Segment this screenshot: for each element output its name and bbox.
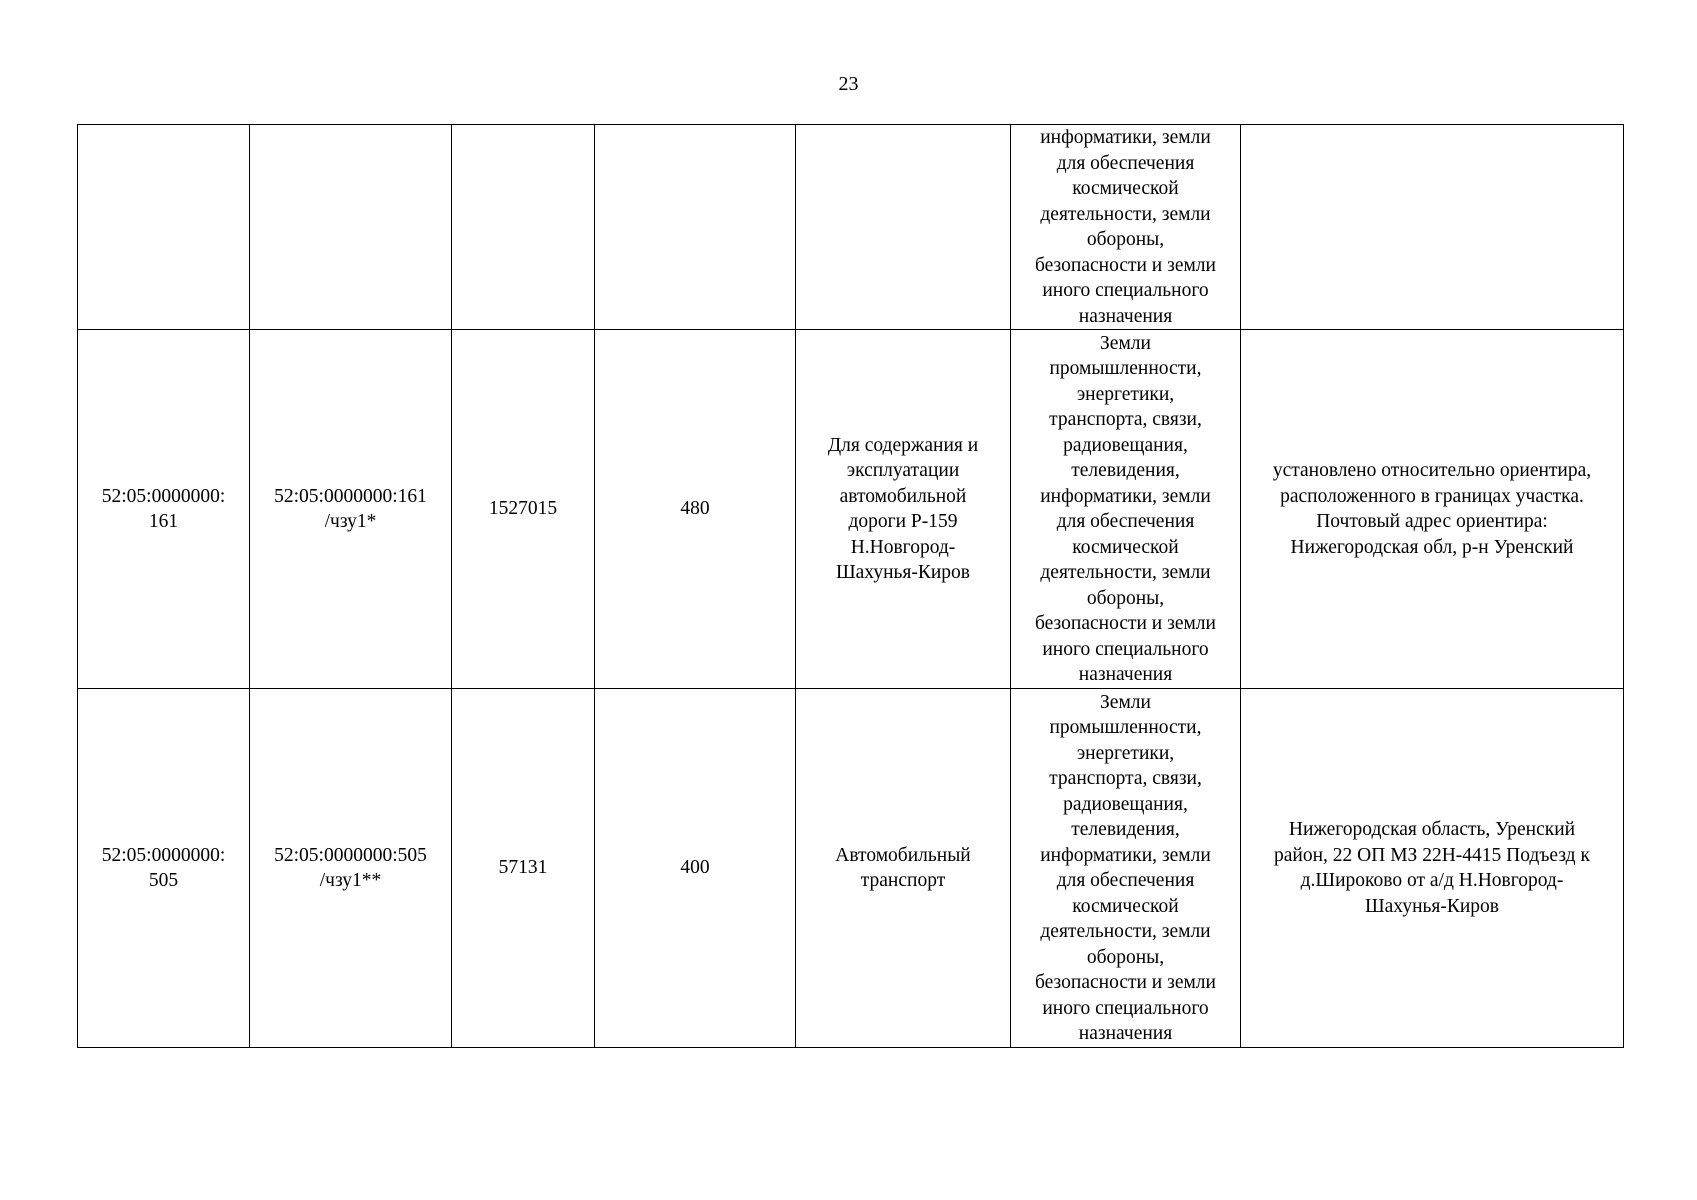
land-category-cell: Земли промышленности, энергетики, транспорта, связи, радиовещания, телевидения, информатики, земли для обеспечения космической деятельности, земли обороны, безопасности и земли иного специального назначения: [1011, 330, 1241, 689]
land-category-cell: информатики, земли для обеспечения космической деятельности, земли обороны, безопасности и земли иного специального назначения: [1011, 125, 1241, 330]
table-row: [78, 330, 1624, 689]
table-row: [78, 689, 1624, 1048]
land-plots-table: [77, 124, 1624, 1048]
cadastral-number-cell: 52:05:0000000: 161: [78, 330, 250, 689]
table-row: [78, 125, 1624, 330]
page-number: 23: [838, 73, 859, 95]
address-cell: установлено относительно ориентира, расположенного в границах участка. Почтовый адрес ориентира: Нижегородская обл, р-н Уренский: [1241, 330, 1624, 689]
part-area-cell: [595, 125, 796, 330]
part-number-cell: 52:05:0000000:161 /чзу1*: [250, 330, 452, 689]
cadastral-number-cell: [78, 125, 250, 330]
part-number-cell: 52:05:0000000:505 /чзу1**: [250, 689, 452, 1048]
cadastral-number-cell: 52:05:0000000: 505: [78, 689, 250, 1048]
part-area-cell: 400: [595, 689, 796, 1048]
permitted-use-cell: Автомобильный транспорт: [796, 689, 1011, 1048]
plot-area-cell: [452, 125, 595, 330]
permitted-use-cell: Для содержания и эксплуатации автомобильной дороги Р-159 Н.Новгород- Шахунья-Киров: [796, 330, 1011, 689]
land-category-cell: Земли промышленности, энергетики, транспорта, связи, радиовещания, телевидения, информатики, земли для обеспечения космической деятельности, земли обороны, безопасности и земли иного специального назначения: [1011, 689, 1241, 1048]
part-number-cell: [250, 125, 452, 330]
plot-area-cell: 57131: [452, 689, 595, 1048]
address-cell: [1241, 125, 1624, 330]
plot-area-cell: 1527015: [452, 330, 595, 689]
permitted-use-cell: [796, 125, 1011, 330]
part-area-cell: 480: [595, 330, 796, 689]
address-cell: Нижегородская область, Уренский район, 22 ОП МЗ 22Н-4415 Подъезд к д.Широково от а/д Н.Новгород- Шахунья-Киров: [1241, 689, 1624, 1048]
